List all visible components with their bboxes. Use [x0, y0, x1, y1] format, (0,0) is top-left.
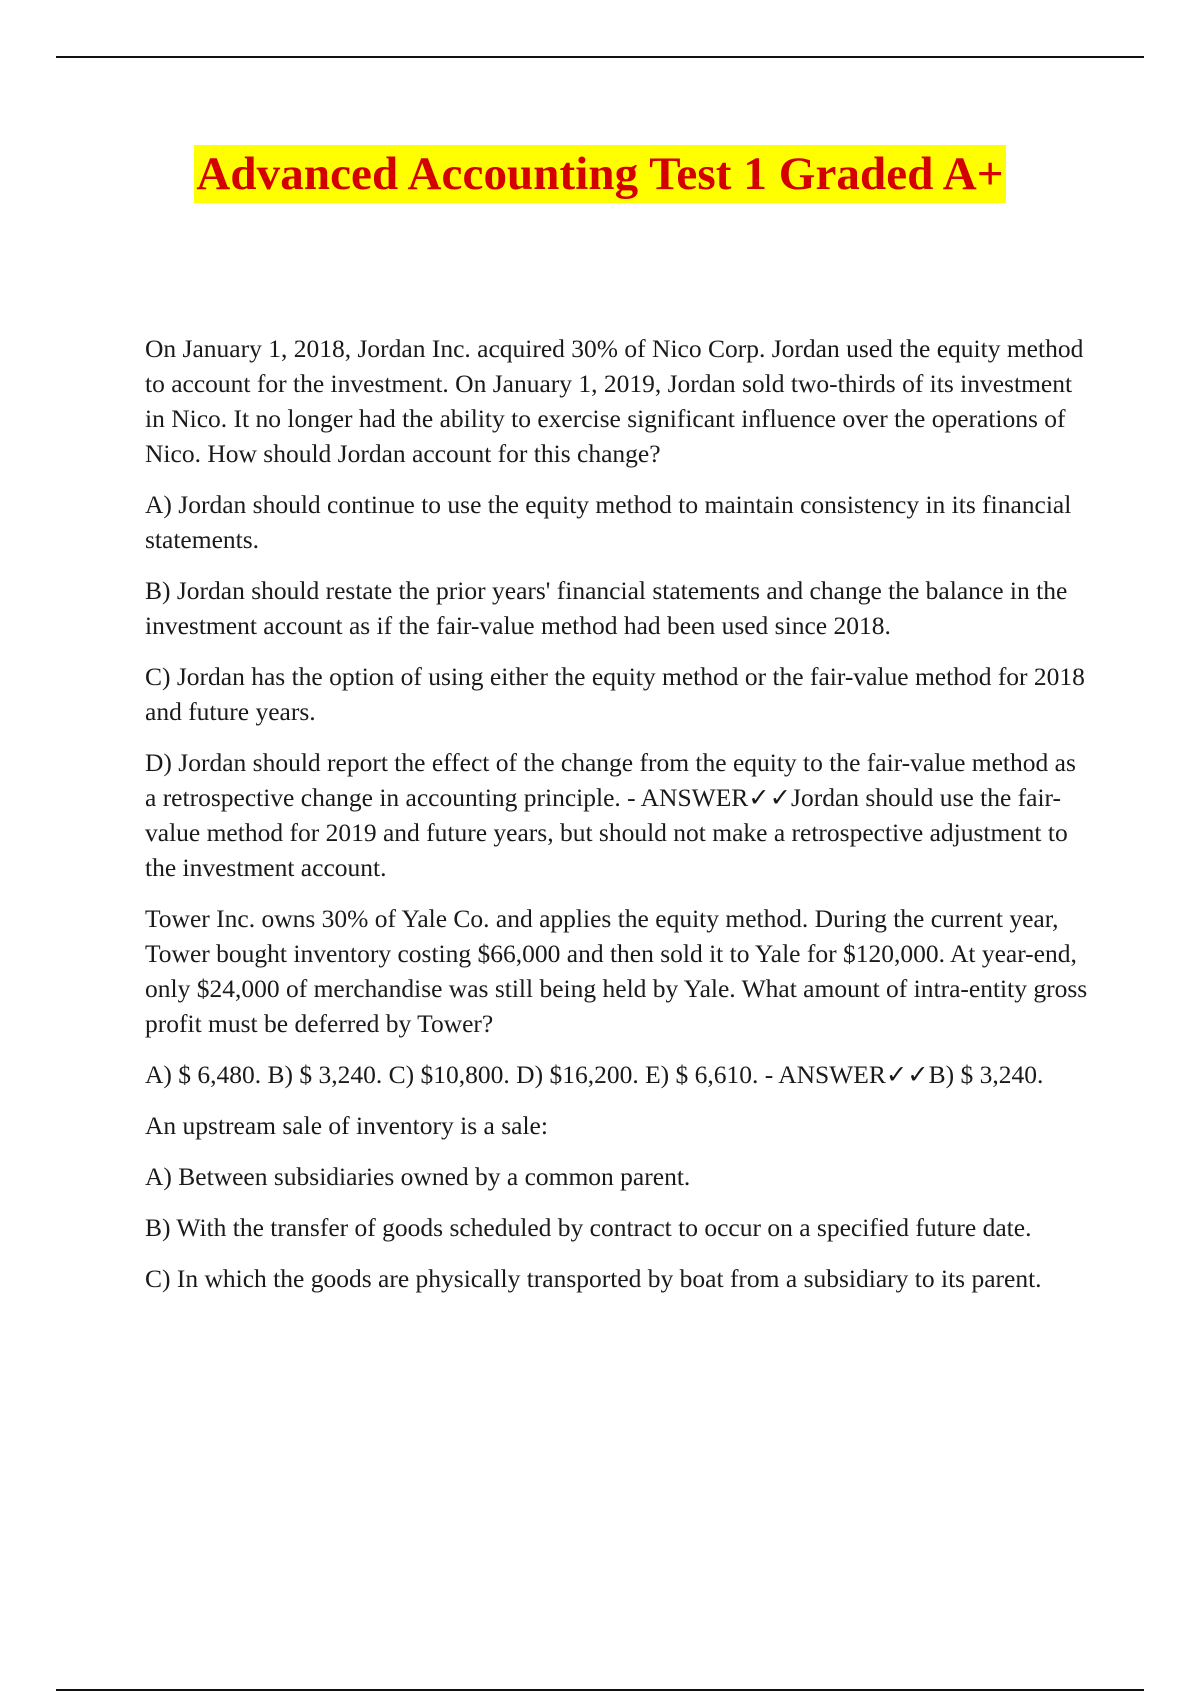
top-rule	[56, 56, 1144, 58]
question-2-options-answer: A) $ 6,480. B) $ 3,240. C) $10,800. D) $16,200. E) $ 6,610. - ANSWER✓✓B) $ 3,240.	[145, 1060, 1044, 1089]
question-1-stem: On January 1, 2018, Jordan Inc. acquired 30% of Nico Corp. Jordan used the equity method to account for the investment. On January 1, 2019, Jordan sold two-thirds of its investment in Nico. It no longer had the ability to exercise significant influence over the operations of Nico. How should Jordan account for this change?	[145, 334, 1084, 468]
question-3-option-a: A) Between subsidiaries owned by a common parent.	[145, 1162, 691, 1191]
question-3-option-c: C) In which the goods are physically transported by boat from a subsidiary to its parent.	[145, 1264, 1042, 1293]
document-body	[145, 331, 1088, 1312]
question-1-option-a: A) Jordan should continue to use the equity method to maintain consistency in its financial statements.	[145, 490, 1072, 554]
question-1-option-b: B) Jordan should restate the prior years' financial statements and change the balance in the investment account as if the fair-value method had been used since 2018.	[145, 576, 1068, 640]
question-3-option-b: B) With the transfer of goods scheduled by contract to occur on a specified future date.	[145, 1213, 1032, 1242]
bottom-rule	[56, 1689, 1144, 1691]
document-title: Advanced Accounting Test 1 Graded A+	[194, 145, 1005, 203]
title-container	[0, 145, 1200, 203]
question-3-stem: An upstream sale of inventory is a sale:	[145, 1111, 548, 1140]
question-2-stem: Tower Inc. owns 30% of Yale Co. and applies the equity method. During the current year, Tower bought inventory costing $66,000 and then sold it to Yale for $120,000. At year-end, only $24,000 of merchandise was still being held by Yale. What amount of intra-entity gross profit must be deferred by Tower?	[145, 904, 1088, 1038]
question-1-option-c: C) Jordan has the option of using either the equity method or the fair-value method for 2018 and future years.	[145, 662, 1085, 726]
question-1-option-d-answer: D) Jordan should report the effect of the change from the equity to the fair-value method as a retrospective change in accounting principle. - ANSWER✓✓Jordan should use the fair-value method for 2019 and future years, but should not make a retrospective adjustment to the investment account.	[145, 748, 1076, 882]
